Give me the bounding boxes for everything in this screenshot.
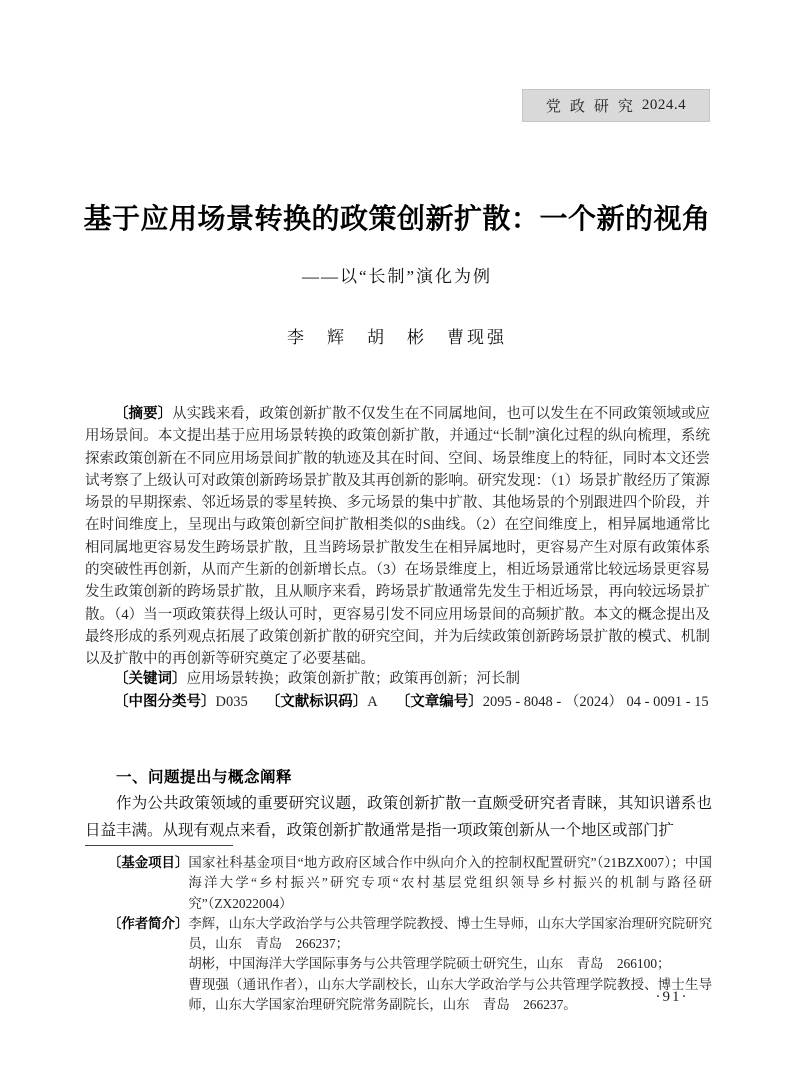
author-names: 李 辉 胡 彬 曹现强 — [287, 328, 507, 347]
abstract — [85, 403, 710, 671]
bio-line: 曹现强（通讯作者），山东大学副校长，山东大学政治学与公共管理学院教授、博士生导师，山东大学国家治理研究院常务副院长，山东 青岛 266237。 — [188, 976, 712, 1013]
abstract-label: 〔摘要〕 — [114, 406, 173, 422]
section-heading: 一、问题提出与概念阐释 — [116, 769, 293, 786]
keywords-text: 应用场景转换；政策创新扩散；政策再创新；河长制 — [186, 671, 520, 687]
body-paragraph: 作为公共政策领域的重要研究议题，政策创新扩散一直颇受研究者青睐，其知识谱系也日益丰满。从现有观点来看，政策创新扩散通常是指一项政策创新从一个地区或部门扩 — [85, 795, 712, 839]
fund-label: 〔基金项目〕 — [108, 855, 189, 870]
clc-label: 〔中图分类号〕 — [114, 694, 216, 710]
article-title: 基于应用场景转换的政策创新扩散：一个新的视角 — [83, 203, 711, 234]
journal-issue: 2024.4 — [641, 97, 687, 113]
article-id-label: 〔文章编号〕 — [395, 694, 483, 710]
bio-line: 胡彬，中国海洋大学国际事务与公共管理学院硕士研究生，山东 青岛 266100； — [188, 956, 671, 972]
bio-line: 李辉，山东大学政治学与公共管理学院教授、博士生导师，山东大学国家治理研究院研究员，山东 青岛 266237； — [188, 915, 712, 952]
clc-value: D035 — [215, 694, 248, 710]
footnote-rule — [85, 845, 233, 846]
page-number: ·91· — [655, 989, 689, 1005]
article-subtitle: ——以“长制”演化为例 — [301, 267, 493, 286]
keywords-line — [85, 668, 710, 690]
bio-label: 〔作者简介〕 — [108, 915, 189, 931]
journal-badge — [522, 89, 710, 122]
abstract-text: 从实践来看，政策创新扩散不仅发生在不同属地间，也可以发生在不同政策领域或应用场景间。本文提出基于应用场景转换的政策创新扩散，并通过“长制”演化过程的纵向梳理，系统探索政策创新在不同应用场景间扩散的轨迹及其在时间、空间、场景维度上的特征，同时本文还尝试考察了上级认可对政策创新跨场景扩散及其再创新的影响。研究发现：（1）场景扩散经历了策源场景的早期探索、邻近场景的零星转换、多元场景的集中扩散、其他场景的个别跟进四个阶段，并在时间维度上，呈现出与政策创新空间扩散相类似的S曲线。（2）在空间维度上，相异属地通常比相同属地更容易发生跨场景扩散，且当跨场景扩散发生在相异属地时，更容易产生对原有政策体系的突破性再创新，从而产生新的创新增长点。（3）在场景维度上，相近场景通常比较远场景更容易发生政策创新的跨场景扩散，且从顺序来看，跨场景扩散通常先发生于相近场景，再向较远场景扩散。（4）当一项政策获得上级认可时，更容易引发不同应用场景间的高频扩散。本文的概念提出及最终形成的系列观点拓展了政策创新扩散的研究空间，并为后续政策创新跨场景扩散的模式、机制以及扩散中的再创新等研究奠定了必要基础。 — [85, 406, 711, 668]
article-id-value: 2095 - 8048 - （2024） 04 - 0091 - 15 — [482, 694, 709, 710]
fund-project-row — [108, 853, 712, 914]
classification-line — [85, 691, 725, 713]
fund-text: 国家社科基金项目“地方政府区域合作中纵向介入的控制权配置研究”（21BZX007）；中国海洋大学“乡村振兴”研究专项“农村基层党组织领导乡村振兴的机制与路径研究”（ZX2022004） — [188, 855, 712, 911]
doc-code-value: A — [367, 694, 378, 710]
keywords-label: 〔关键词〕 — [114, 671, 187, 687]
journal-name: 党政研究 — [545, 99, 642, 115]
doc-code-label: 〔文献标识码〕 — [265, 694, 368, 710]
